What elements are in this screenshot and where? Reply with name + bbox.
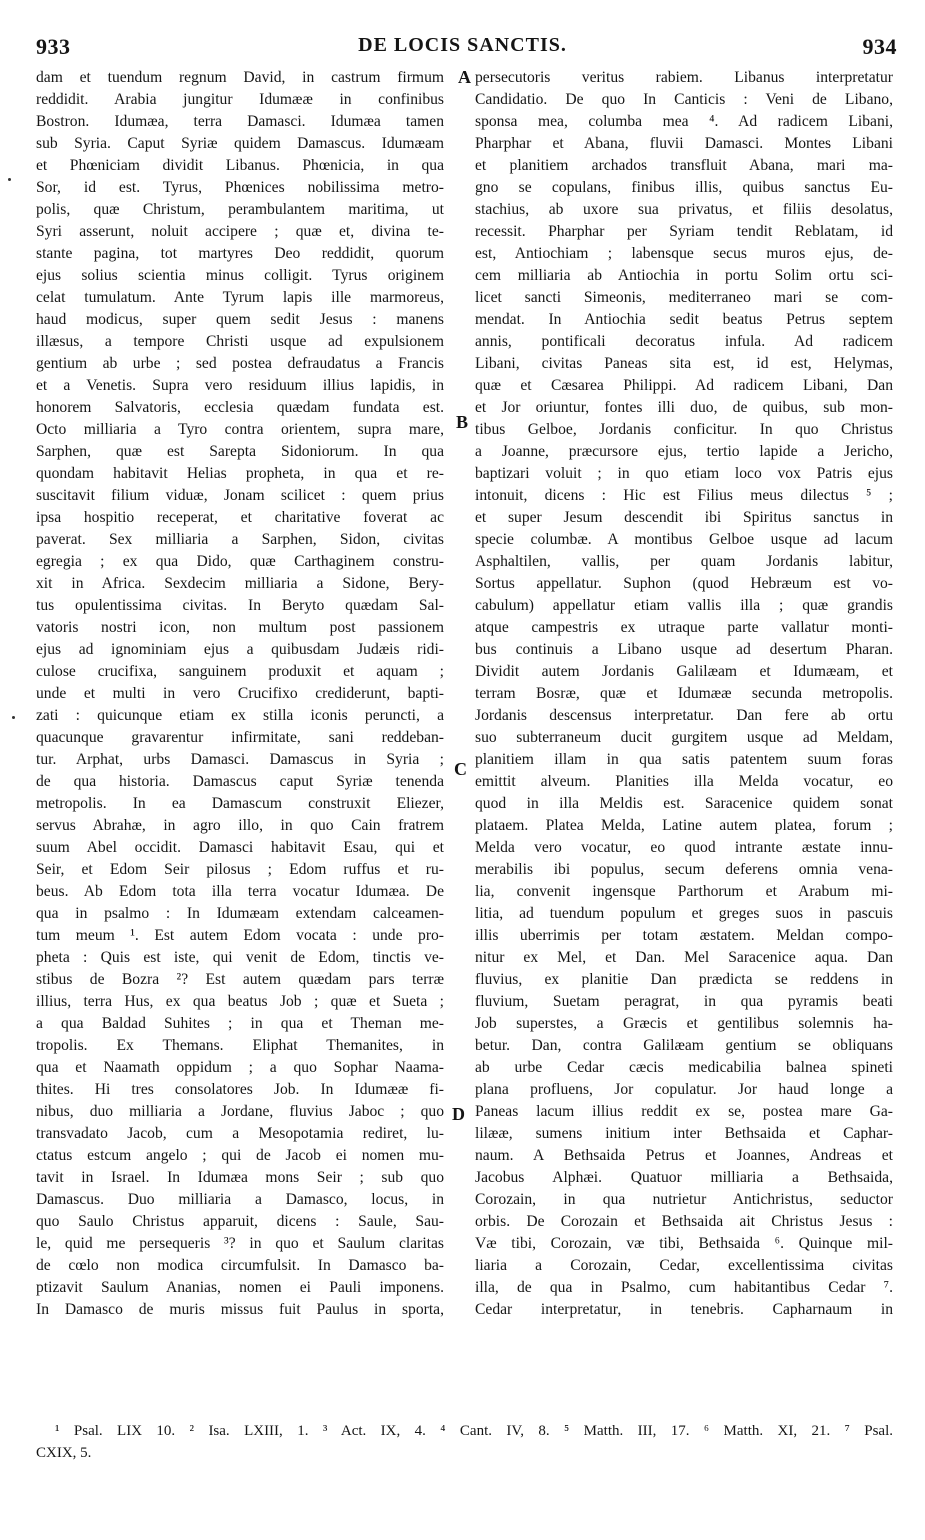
text-line: suum Abel occidit. Damasci habitavit Esau, qui et <box>36 839 444 856</box>
text-line: Pharphar et Abana, fluvii Damasci. Montes Libani <box>475 135 893 152</box>
text-line: Væ tibi, Corozain, væ tibi, Bethsaida ⁶. Quinque mil- <box>475 1235 893 1252</box>
text-line: thites. Hi tres consolatores Job. In Idumææ fi- <box>36 1081 444 1098</box>
text-line: Candidatio. De quo In Canticis : Veni de Libano, <box>475 91 893 108</box>
text-line: sponsa mea, columba mea ⁴. Ad radicem Libani, <box>475 113 893 130</box>
text-line: quacunque gravarentur infirmitate, sani reddeban- <box>36 729 444 746</box>
text-line: sub Syria. Caput Syriæ quidem Damascus. Idumæam <box>36 135 444 152</box>
text-line: mendat. In Antiochia sedit beatus Petrus septem <box>475 311 893 328</box>
text-line: de cœlo non modica circumfulsit. In Damasco ba- <box>36 1257 444 1274</box>
text-line: Melda vero vocatur, eo quod intrante æstate innu- <box>475 839 893 856</box>
text-line: vatoris nostri icon, non multum post passionem <box>36 619 444 636</box>
text-line: tum meum ¹. Est autem Edom vocata : unde pro- <box>36 927 444 944</box>
text-line: servus Abrahæ, in agro illo, in quo Cain fratrem <box>36 817 444 834</box>
text-line: liaria a Corozain, Cedar, excellentissima civitas <box>475 1257 893 1274</box>
text-line: gentium ab urbe ; sed postea defraudatus a Francis <box>36 355 444 372</box>
text-line: Paneas lacum illius reddit ex se, postea mare Ga- <box>475 1103 893 1120</box>
text-line: dam et tuendum regnum David, in castrum firmum <box>36 69 444 86</box>
text-line: a Joanne, præcursore ejus, tertio lapide a Jericho, <box>475 443 893 460</box>
text-line: Libani, civitas Paneas sita est, id est, Helymas, <box>475 355 893 372</box>
text-line: tur. Arphat, urbs Damasci. Damascus in Syria ; <box>36 751 444 768</box>
text-line: specie columbæ. A montibus Gelboe usque ad lacum <box>475 531 893 548</box>
text-line: egregia ; ex qua Dido, quæ Carthaginem constru- <box>36 553 444 570</box>
text-line: a qua Baldad Suhites ; in qua et Theman me- <box>36 1015 444 1032</box>
text-line: Asphaltilen, vallis, per quam Jordanis labitur, <box>475 553 893 570</box>
text-line: illius, terra Hus, ex qua beatus Job ; quæ et Sueta ; <box>36 993 444 1010</box>
running-title: DE LOCIS SANCTIS. <box>358 34 567 56</box>
margin-marker-c: C <box>454 759 467 779</box>
text-line: annis, pontificali decoratus infula. Ad radicem <box>475 333 893 350</box>
text-line: recessit. Pharphar per Syriam tendit Reblatam, id <box>475 223 893 240</box>
text-line: tavit in Israel. In Idumæa mons Seir ; sub quo <box>36 1169 444 1186</box>
margin-marker-a: A <box>458 67 471 87</box>
text-line: Bostron. Idumæa, terra Damasci. Idumæa tamen <box>36 113 444 130</box>
text-line: et super Jesum descendit ibi Spiritus sanctus in <box>475 509 893 526</box>
text-line: reddidit. Arabia jungitur Idumææ in confinibus <box>36 91 444 108</box>
text-line: tus opulentissima civitas. In Beryto quædam Sal- <box>36 597 444 614</box>
text-line: tibus Gelboe, Jordanis conficitur. In quo Christus <box>475 421 893 438</box>
text-line: licet sancti Simeonis, mediterraneo mari se com- <box>475 289 893 306</box>
text-line: stibus de Bozra ²? Est autem quædam pars terræ <box>36 971 444 988</box>
text-line: nitur ex Mel, et Dan. Mel Saracenice aqua. Dan <box>475 949 893 966</box>
text-line: ab urbe Cedar cæcis medicabilia balnea spineti <box>475 1059 893 1076</box>
text-line: et Jor oriuntur, fontes illi duo, de quibus, sub mon- <box>475 399 893 416</box>
text-line: haud modicus, super quem sedit Jesus : manens <box>36 311 444 328</box>
page-number-left: 933 <box>36 34 71 59</box>
text-line: Corozain, in qua nutrietur Antichristus, seductor <box>475 1191 893 1208</box>
text-line: ejus solius scientia minus colligit. Tyrus originem <box>36 267 444 284</box>
text-line: naum. A Bethsaida Petrus et Joannes, Andreas et <box>475 1147 893 1164</box>
text-line: quæ et Cæsarea Philippi. Ad radicem Libani, Dan <box>475 377 893 394</box>
text-line: plana profluens, Jor copulatur. Jor haud longe a <box>475 1081 893 1098</box>
text-line: fluvium, Suetam peragrat, in qua pyramis beati <box>475 993 893 1010</box>
left-text-column <box>36 67 444 1385</box>
text-line: illa, de qua in Psalmo, cum habitantibus Cedar ⁷. <box>475 1279 893 1296</box>
footnote-line-2: CXIX, 5. <box>36 1445 92 1461</box>
margin-marker-b: B <box>456 412 469 432</box>
text-line: metropolis. In ea Damascum construxit Eliezer, <box>36 795 444 812</box>
text-line: terram Bosræ, quæ et Idumææ secunda metropolis. <box>475 685 893 702</box>
text-line: lia, convenit ingensque Parthorum et Arabum mi- <box>475 883 893 900</box>
text-line: culose crucifixa, sanguinem produxit et aquam ; <box>36 663 444 680</box>
text-line: est, Antiochiam ; labensque secus muros ejus, de- <box>475 245 893 262</box>
text-line: Sor, id est. Tyrus, Phœnices nobilissima metro- <box>36 179 444 196</box>
text-line: suo subterraneum ducit gurgitem usque ad Meldam, <box>475 729 893 746</box>
text-line: bus continuis a Libano usque ad desertum Pharan. <box>475 641 893 658</box>
text-line: de qua historia. Damascus caput Syriæ tenenda <box>36 773 444 790</box>
text-line: Seir, et Edom Seir pilosus ; Edom ruffus et ru- <box>36 861 444 878</box>
text-line: Octo milliaria a Tyro contra orientem, supra mare, <box>36 421 444 438</box>
text-line: gno se copulans, finibus illis, quibus sanctus Eu- <box>475 179 893 196</box>
text-line: quondam habitavit Helias propheta, in qua et re- <box>36 465 444 482</box>
text-line: persecutoris veritus rabiem. Libanus interpretatur <box>475 69 893 86</box>
text-line: qua et Naamath oppidum ; a quo Sophar Naama- <box>36 1059 444 1076</box>
text-line: baptizari voluit ; in quo etiam loco vox Patris ejus <box>475 465 893 482</box>
text-line: Cedar interpretatur, in tenebris. Capharnaum in <box>475 1301 893 1318</box>
text-line: et Phœniciam dividit Libanus. Phœnicia, in qua <box>36 157 444 174</box>
text-line: et planitiem archados transfluit Abana, mari ma- <box>475 157 893 174</box>
text-line: orbis. De Corozain et Bethsaida ait Christus Jesus : <box>475 1213 893 1230</box>
print-speck <box>8 178 11 181</box>
text-line: beus. Ab Edom tota illa terra vocatur Idumæa. De <box>36 883 444 900</box>
text-line: Sarphen, quæ est Sarepta Sidoniorum. In qua <box>36 443 444 460</box>
text-line: pheta : Quis est iste, qui venit de Edom, tinctis ve- <box>36 949 444 966</box>
text-line: ctatus estcum angelo ; qui de Jacob ei nomen mu- <box>36 1147 444 1164</box>
text-line: cem milliaria ab Antiochia in portu Solim ortu sci- <box>475 267 893 284</box>
print-speck <box>12 716 15 719</box>
text-line: lilææ, sumens initium inter Bethsaida et Caphar- <box>475 1125 893 1142</box>
text-line: litia, ad tuendum populum et greges suos in pascuis <box>475 905 893 922</box>
text-line: et a Venetis. Supra vero residuum illius lapidis, in <box>36 377 444 394</box>
text-line: emittit alveum. Planities illa Melda vocatur, eo <box>475 773 893 790</box>
text-line: ipsa hospitio receperat, et charitative foverat ac <box>36 509 444 526</box>
text-line: Syri asserunt, noluit accipere ; quæ et, divina te- <box>36 223 444 240</box>
text-line: atque campestris ex utraque parte vallatur monti- <box>475 619 893 636</box>
text-line: Sortus appellatur. Suphon (quod Hebræum est vo- <box>475 575 893 592</box>
text-line: plataem. Platea Melda, Latine autem platea, forum ; <box>475 817 893 834</box>
right-text-column <box>475 67 893 1385</box>
text-line: Job superstes, a Græcis et gentilibus solemnis ha- <box>475 1015 893 1032</box>
text-line: merabilis ibi populus, secum deferens omnia vena- <box>475 861 893 878</box>
text-line: transvadato Jacob, cum a Mesopotamia rediret, lu- <box>36 1125 444 1142</box>
text-line: stachius, ab uxore sua privatus, et filiis desolatus, <box>475 201 893 218</box>
text-line: Jacobus Alphæi. Quatuor milliaria a Bethsaida, <box>475 1169 893 1186</box>
margin-marker-d: D <box>452 1104 465 1124</box>
text-line: unde et multi in vero Crucifixo crediderunt, bapti- <box>36 685 444 702</box>
text-line: Damascus. Duo milliaria a Damasco, locus, in <box>36 1191 444 1208</box>
text-line: planitiem illam in qua satis patentem suum foras <box>475 751 893 768</box>
text-line: ejus ad ignominiam ejus a quibusdam Judæis ridi- <box>36 641 444 658</box>
text-line: In Damasco de muris missus fuit Paulus in sporta, <box>36 1301 444 1318</box>
text-line: intonuit, dicens : Hic est Filius meus dilectus ⁵ ; <box>475 487 893 504</box>
text-line: illis uberrimis per totam æstatem. Meldan compo- <box>475 927 893 944</box>
footnote-line-1: ¹ Psal. LIX 10. ² Isa. LXIII, 1. ³ Act. IX, 4. ⁴ Cant. IV, 8. ⁵ Matth. III, 17. ⁶ Matth. XI, 21. ⁷ Psal. <box>55 1423 893 1439</box>
text-line: quod in illa Meldis est. Saracenice quidem sonat <box>475 795 893 812</box>
text-line: Jordanis descensus interpretatur. Dan fere ab ortu <box>475 707 893 724</box>
text-line: xit in Africa. Sexdecim milliaria a Sidone, Bery- <box>36 575 444 592</box>
text-line: qua in psalmo : In Idumæam extendam calceamen- <box>36 905 444 922</box>
text-line: suscitavit filium viduæ, Jonam scilicet : quem prius <box>36 487 444 504</box>
text-line: ptizavit Saulum Ananias, nomen ei Pauli imponens. <box>36 1279 444 1296</box>
page-number-right: 934 <box>862 34 897 59</box>
text-line: paverat. Sex milliaria a Sarphen, Sidon, civitas <box>36 531 444 548</box>
text-line: cabulum) appellatur etiam vallis illa ; quæ grandis <box>475 597 893 614</box>
text-line: stante pagina, tot martyres Deo reddidit, quorum <box>36 245 444 262</box>
text-line: zati : quicunque etiam ex stilla iconis peruncti, a <box>36 707 444 724</box>
text-line: Dividit autem Jordanis Galilæam et Idumæam, et <box>475 663 893 680</box>
text-line: honorem Salvatoris, ecclesia quædam fundata est. <box>36 399 444 416</box>
text-line: quo Saulo Christus apparuit, dicens : Saule, Sau- <box>36 1213 444 1230</box>
text-line: betur. Dan, contra Galilæam gentium se obliquans <box>475 1037 893 1054</box>
text-line: tropolis. Ex Themans. Eliphat Themanites, in <box>36 1037 444 1054</box>
text-line: fluvius, ex planitie Dan prædicta se reddens in <box>475 971 893 988</box>
text-line: le, quid me persequeris ³? in quo et Saulum claritas <box>36 1235 444 1252</box>
text-line: celat tumulatum. Ante Tyrum lapis ille marmoreus, <box>36 289 444 306</box>
text-line: illæsus, a tempore Christi usque ad expulsionem <box>36 333 444 350</box>
text-line: polis, quæ Christum, perambulantem maritima, ut <box>36 201 444 218</box>
text-line: nibus, duo milliaria a Jordane, fluvius Jaboc ; quo <box>36 1103 444 1120</box>
